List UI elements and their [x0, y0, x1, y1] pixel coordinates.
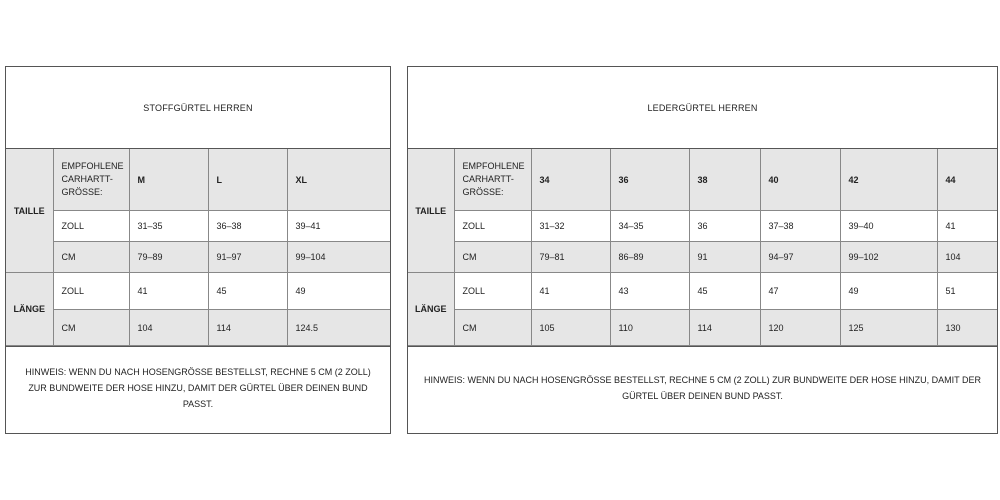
table-cell: 130	[937, 310, 997, 346]
table-row	[408, 310, 997, 346]
size-table	[408, 149, 997, 346]
table-cell: 79–89	[129, 242, 208, 273]
unit-label: ZOLL	[53, 273, 129, 310]
size-header: 38	[689, 149, 760, 211]
table-cell: 41	[129, 273, 208, 310]
table-cell: 36–38	[208, 211, 287, 242]
table-row	[408, 211, 997, 242]
table-cell: 86–89	[610, 242, 689, 273]
table-cell: 114	[689, 310, 760, 346]
table-cell: 31–35	[129, 211, 208, 242]
table-cell: 114	[208, 310, 287, 346]
table-cell: 99–102	[840, 242, 937, 273]
size-header: 44	[937, 149, 997, 211]
table-cell: 94–97	[760, 242, 840, 273]
table-cell: 39–40	[840, 211, 937, 242]
size-header-label: EMPFOHLENE CARHARTT-GRÖSSE:	[454, 149, 531, 211]
unit-label: ZOLL	[454, 211, 531, 242]
taille-label: TAILLE	[408, 149, 454, 273]
table-cell: 124.5	[287, 310, 390, 346]
table-cell: 99–104	[287, 242, 390, 273]
table-row	[6, 242, 390, 273]
size-header: M	[129, 149, 208, 211]
table-cell: 34–35	[610, 211, 689, 242]
table-cell: 91–97	[208, 242, 287, 273]
unit-label: CM	[53, 310, 129, 346]
table-cell: 36	[689, 211, 760, 242]
table-cell: 104	[937, 242, 997, 273]
table-cell: 49	[287, 273, 390, 310]
lederguertel-size-chart	[407, 66, 998, 434]
table-cell: 91	[689, 242, 760, 273]
chart-title: LEDERGÜRTEL HERREN	[408, 67, 997, 149]
table-row	[408, 242, 997, 273]
taille-label: TAILLE	[6, 149, 53, 273]
size-header: L	[208, 149, 287, 211]
table-cell: 125	[840, 310, 937, 346]
table-row	[6, 310, 390, 346]
table-cell: 120	[760, 310, 840, 346]
unit-label: ZOLL	[53, 211, 129, 242]
size-header: 40	[760, 149, 840, 211]
unit-label: ZOLL	[454, 273, 531, 310]
note-text: HINWEIS: WENN DU NACH HOSENGRÖSSE BESTELLST, RECHNE 5 CM (2 ZOLL) ZUR BUNDWEITE DER HOSE HINZU, DAMIT DER GÜRTEL ÜBER DEINEN BUND PASST.	[6, 346, 390, 429]
table-cell: 41	[937, 211, 997, 242]
table-cell: 49	[840, 273, 937, 310]
table-row	[6, 211, 390, 242]
table-cell: 110	[610, 310, 689, 346]
table-cell: 51	[937, 273, 997, 310]
table-cell: 45	[208, 273, 287, 310]
table-cell: 31–32	[531, 211, 610, 242]
size-header: 42	[840, 149, 937, 211]
laenge-label: LÄNGE	[408, 273, 454, 346]
table-row	[408, 273, 997, 310]
unit-label: CM	[454, 242, 531, 273]
table-cell: 45	[689, 273, 760, 310]
table-cell: 47	[760, 273, 840, 310]
laenge-label: LÄNGE	[6, 273, 53, 346]
chart-title: STOFFGÜRTEL HERREN	[6, 67, 390, 149]
table-cell: 79–81	[531, 242, 610, 273]
table-cell: 104	[129, 310, 208, 346]
unit-label: CM	[53, 242, 129, 273]
size-header-label: EMPFOHLENE CARHARTT-GRÖSSE:	[53, 149, 129, 211]
table-cell: 43	[610, 273, 689, 310]
size-table	[6, 149, 390, 346]
table-cell: 37–38	[760, 211, 840, 242]
size-header: XL	[287, 149, 390, 211]
size-header: 36	[610, 149, 689, 211]
size-header: 34	[531, 149, 610, 211]
table-row	[6, 273, 390, 310]
stoffguertel-size-chart	[5, 66, 391, 434]
note-text: HINWEIS: WENN DU NACH HOSENGRÖSSE BESTELLST, RECHNE 5 CM (2 ZOLL) ZUR BUNDWEITE DER HOSE HINZU, DAMIT DER GÜRTEL ÜBER DEINEN BUND PASST.	[408, 346, 997, 429]
table-cell: 39–41	[287, 211, 390, 242]
unit-label: CM	[454, 310, 531, 346]
table-cell: 105	[531, 310, 610, 346]
table-cell: 41	[531, 273, 610, 310]
